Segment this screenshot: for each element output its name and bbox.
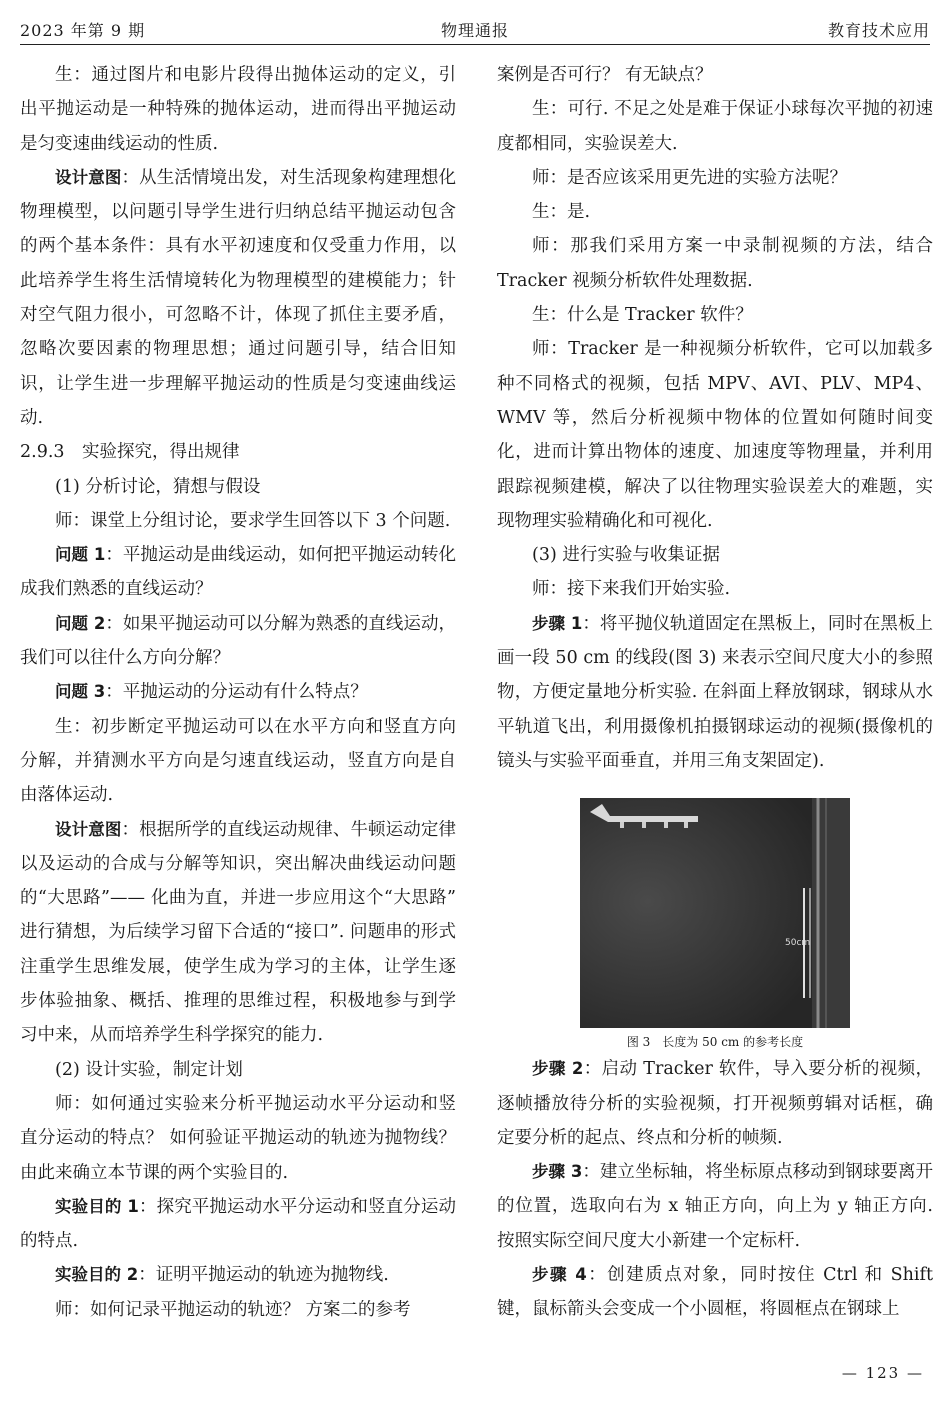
blackboard-image [580, 798, 850, 1028]
goal-1: 实验目的 1：探究平抛运动水平分运动和竖直分运动的特点. [20, 1196, 456, 1252]
figure-3-blackboard-photo [580, 798, 850, 1028]
subsection-heading: (1) 分析讨论，猜想与假设 [55, 476, 261, 497]
goal-2: 实验目的 2：证明平抛运动的轨迹为抛物线. [55, 1265, 389, 1286]
paragraph: 案例是否可行？ 有无缺点？ [497, 65, 713, 85]
right-column [497, 58, 933, 1327]
question-2: 问题 2：如果平抛运动可以分解为熟悉的直线运动，我们可以往什么方向分解？ [20, 613, 456, 669]
design-intent-paragraph: 设计意图：从生活情境出发，对生活现象构建理想化物理模型，以问题引导学生进行归纳总结平抛运动包含的两个基本条件：具有水平初速度和仅受重力作用，以此培养学生将生活情境转化为物理模型的建模能力；针对空气阻力很小，可忽略不计，体现了抓住主要矛盾，忽略次要因素的物理思想；通过问题引导，结合旧知识，让学生进一步理解平抛运动的性质是匀变速曲线运动. [20, 167, 457, 428]
paragraph: 师：如何记录平抛运动的轨迹？ 方案二的参考 [55, 1299, 411, 1320]
paragraph: 师：如何通过实验来分析平抛运动水平分运动和竖直分运动的特点？ 如何验证平抛运动的轨迹为抛物线？ 由此来确立本节课的两个实验目的. [20, 1093, 456, 1183]
paragraph: 师：是否应该采用更先进的实验方法呢？ [532, 167, 847, 188]
paragraph: 生：什么是 Tracker 软件？ [532, 305, 753, 326]
step-2: 步骤 2：启动 Tracker 软件，导入要分析的视频，逐帧播放待分析的实验视频，打开视频剪辑对话框，确定要分析的起点、终点和分析的帧频. [497, 1059, 933, 1148]
header-rule [20, 44, 930, 45]
subsection-heading: (2) 设计实验，制定计划 [55, 1059, 243, 1080]
paragraph: 师：课堂上分组讨论，要求学生回答以下 3 个问题. [55, 510, 451, 531]
subsection-heading: (3) 进行实验与收集证据 [532, 545, 720, 566]
journal-title: 物理通报 [440, 21, 510, 40]
question-1: 问题 1：平抛运动是曲线运动，如何把平抛运动转化成我们熟悉的直线运动？ [20, 545, 456, 600]
step-4: 步骤 4：创建质点对象，同时按住 Ctrl 和 Shift 键，鼠标箭头会变成一个小圆框，将圆框点在钢球上 [497, 1265, 933, 1320]
paragraph: 生：初步断定平抛运动可以在水平方向和竖直方向分解，并猜测水平方向是匀速直线运动，竖直方向是自由落体运动. [20, 716, 456, 806]
paragraph: 生：是. [532, 202, 591, 223]
paragraph: 师：接下来我们开始实验. [532, 579, 731, 600]
fig-50cm-label: 50cm [785, 938, 811, 949]
step-3: 步骤 3：建立坐标轴，将坐标原点移动到钢球要离开的位置，选取向右为 x 轴正方向，向上为 y 轴正方向. 按照实际空间尺度大小新建一个定标杆. [497, 1162, 933, 1251]
figure-caption: 图 3 长度为 50 cm 的参考长度 [626, 1035, 804, 1050]
bold-label: 设计意图 [55, 167, 122, 187]
paragraph: 生：可行. 不足之处是难于保证小球每次平抛的初速度都相同，实验误差大. [497, 99, 933, 154]
section-label: 教育技术应用 [827, 21, 930, 40]
paragraph: 师：那我们采用方案一中录制视频的方法，结合 Tracker 视频分析软件处理数据. [497, 236, 933, 291]
running-header [20, 14, 930, 44]
page-number: — 123 — [841, 1364, 924, 1382]
design-intent-paragraph: 设计意图：根据所学的直线运动规律、牛顿运动定律以及运动的合成与分解等知识，突出解决曲线运动问题的“大思路”—— 化曲为直，并进一步应用这个“大思路” 进行猜想，为后续学习留下合适的“接口”. 问题串的形式注重学生思维发展，使学生成为学习的主体，让学生逐步体验抽象、概括、推理的思维过程，积极地参与到学习中来，从而培养学生科学探究的能力. [20, 819, 457, 1046]
step-1: 步骤 1：将平抛仪轨道固定在黑板上，同时在黑板上画一段 50 cm 的线段(图 3) 来表示空间尺度大小的参照物，方便定量地分析实验. 在斜面上释放钢球，钢球从水平轨道飞出，利用摄像机拍摄钢球运动的视频(摄像机的镜头与实验平面垂直，并用三角支架固定). [497, 613, 933, 771]
left-column [20, 58, 456, 1327]
issue-label: 2023 年第 9 期 [20, 21, 146, 40]
section-heading: 2.9.3 实验探究，得出规律 [20, 442, 240, 463]
paragraph: 师：Tracker 是一种视频分析软件，它可以加载多种不同格式的视频，包括 MPV、AVI、PLV、MP4、WMV 等，然后分析视频中物体的位置如何随时间变化，进而计算出物体的速度、加速度等物理量，并利用跟踪视频建模，解决了以往物理实验误差大的难题，实现物理实验精确化和可视化. [497, 339, 933, 531]
question-3: 问题 3：平抛运动的分运动有什么特点？ [55, 682, 368, 703]
paragraph: 生：通过图片和电影片段得出抛体运动的定义，引出平抛运动是一种特殊的抛体运动，进而得出平抛运动是匀变速曲线运动的性质. [20, 65, 456, 154]
